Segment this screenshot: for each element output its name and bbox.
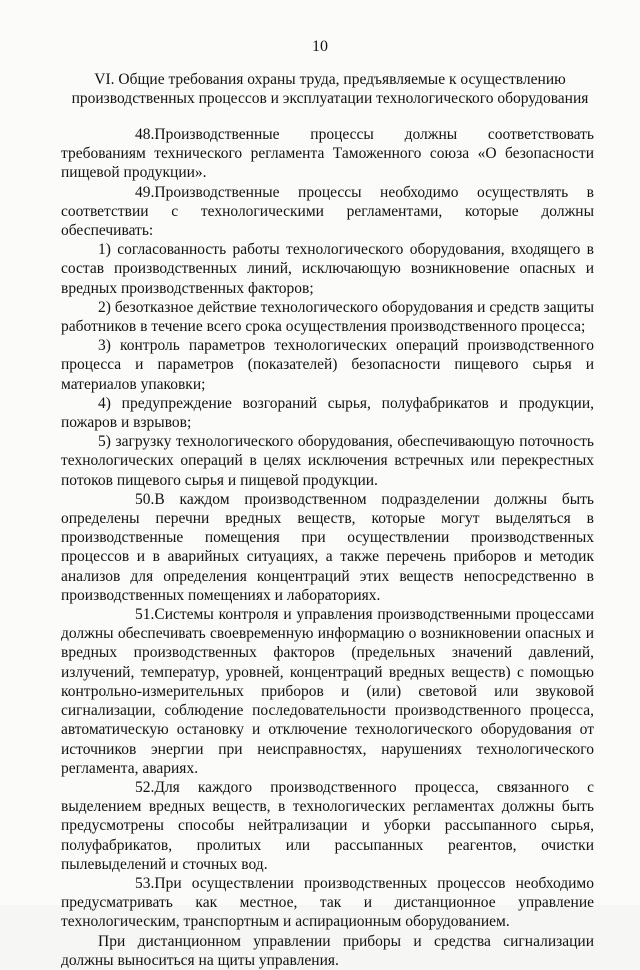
clause-number: 49. [135,183,155,201]
document-body [61,125,594,970]
clause-number: 52. [135,778,155,796]
clause-paragraph [61,778,594,874]
list-item [61,432,594,490]
clause-number: 53. [135,874,155,892]
paragraph-text: 3) контроль параметров технологических операций производственного процесса и параметров (показателей) безопасности пищевого сырья и материалов упаковки; [61,337,594,393]
paragraph-text: В каждом производственном подразделении должны быть определены перечни вредных веществ, которые могут выделяться в производственные помещения при осуществлении производственных процессов и в аварийных ситуациях, а также перечень приборов и методик анализов для определения концентраций этих веществ непосредственно в производственных помещениях и лабораториях. [61,490,594,604]
clause-number: 48. [135,126,155,143]
paragraph-text: 5) загрузку технологического оборудования, обеспечивающую поточность технологических операций в целях исключения встречных или перекрестных потоков пищевого сырья и пищевой продукции. [61,433,594,489]
clause-paragraph [61,125,594,183]
clause-number: 50. [135,490,155,508]
clause-paragraph [61,605,594,778]
clause-paragraph [61,874,594,932]
clause-paragraph [61,490,594,605]
paragraph-text: Системы контроля и управления производственными процессами должны обеспечивать своевременную информацию о возникновении опасных и вредных производственных факторов (предельных значений давлений, излучений, температур, уровней, концентраций вредных веществ) с помощью контрольно-измерительных приборов и (или) световой или звуковой сигнализации, соблюдение последовательности производственного процесса, автоматическую остановку и отключение технологического оборудования от источников энергии при неисправностях, нарушениях технологического регламента, авариях. [61,606,594,777]
paragraph-text: Для каждого производственного процесса, связанного с выделением вредных веществ, в технологических регламентах должны быть предусмотрены способы нейтрализации и уборки рассыпанного сырья, полуфабрикатов, пролитых или рассыпанных реагентов, очистки пылевыделений и сточных вод. [61,778,594,873]
paragraph-text: 1) согласованность работы технологического оборудования, входящего в состав производственных линий, исключающую возникновение опасных и вредных производственных факторов; [61,241,594,297]
clause-number: 51. [135,606,155,624]
paragraph-text: Производственные процессы должны соответствовать требованиям технического регламента Таможенного союза «О безопасности пищевой продукции». [61,126,594,182]
clause-paragraph [61,183,594,241]
paragraph-text: 2) безотказное действие технологического оборудования и средств защиты работников в течение всего срока осуществления производственного процесса; [61,298,594,336]
paragraph-text: 4) предупреждение возгораний сырья, полуфабрикатов и продукции, пожаров и взрывов; [61,394,594,432]
section-heading: VI. Общие требования охраны труда, предъявляемые к осуществлению производственных процессов и эксплуатации технологического оборудования [71,71,589,107]
list-item [61,336,594,394]
paragraph-text: При дистанционном управлении приборы и средства сигнализации должны выноситься на щиты управления. [61,932,594,969]
list-item [61,298,594,336]
list-item [61,394,594,432]
page-number: 10 [312,38,328,55]
list-item [61,932,594,970]
list-item [61,240,594,298]
paragraph-text: При осуществлении производственных процессов необходимо предусматривать как местное, так и дистанционное управление технологическим, транспортным и аспирационным оборудованием. [61,874,594,931]
paragraph-text: Производственные процессы необходимо осуществлять в соответствии с технологическими регламентами, которые должны обеспечивать: [61,183,594,240]
